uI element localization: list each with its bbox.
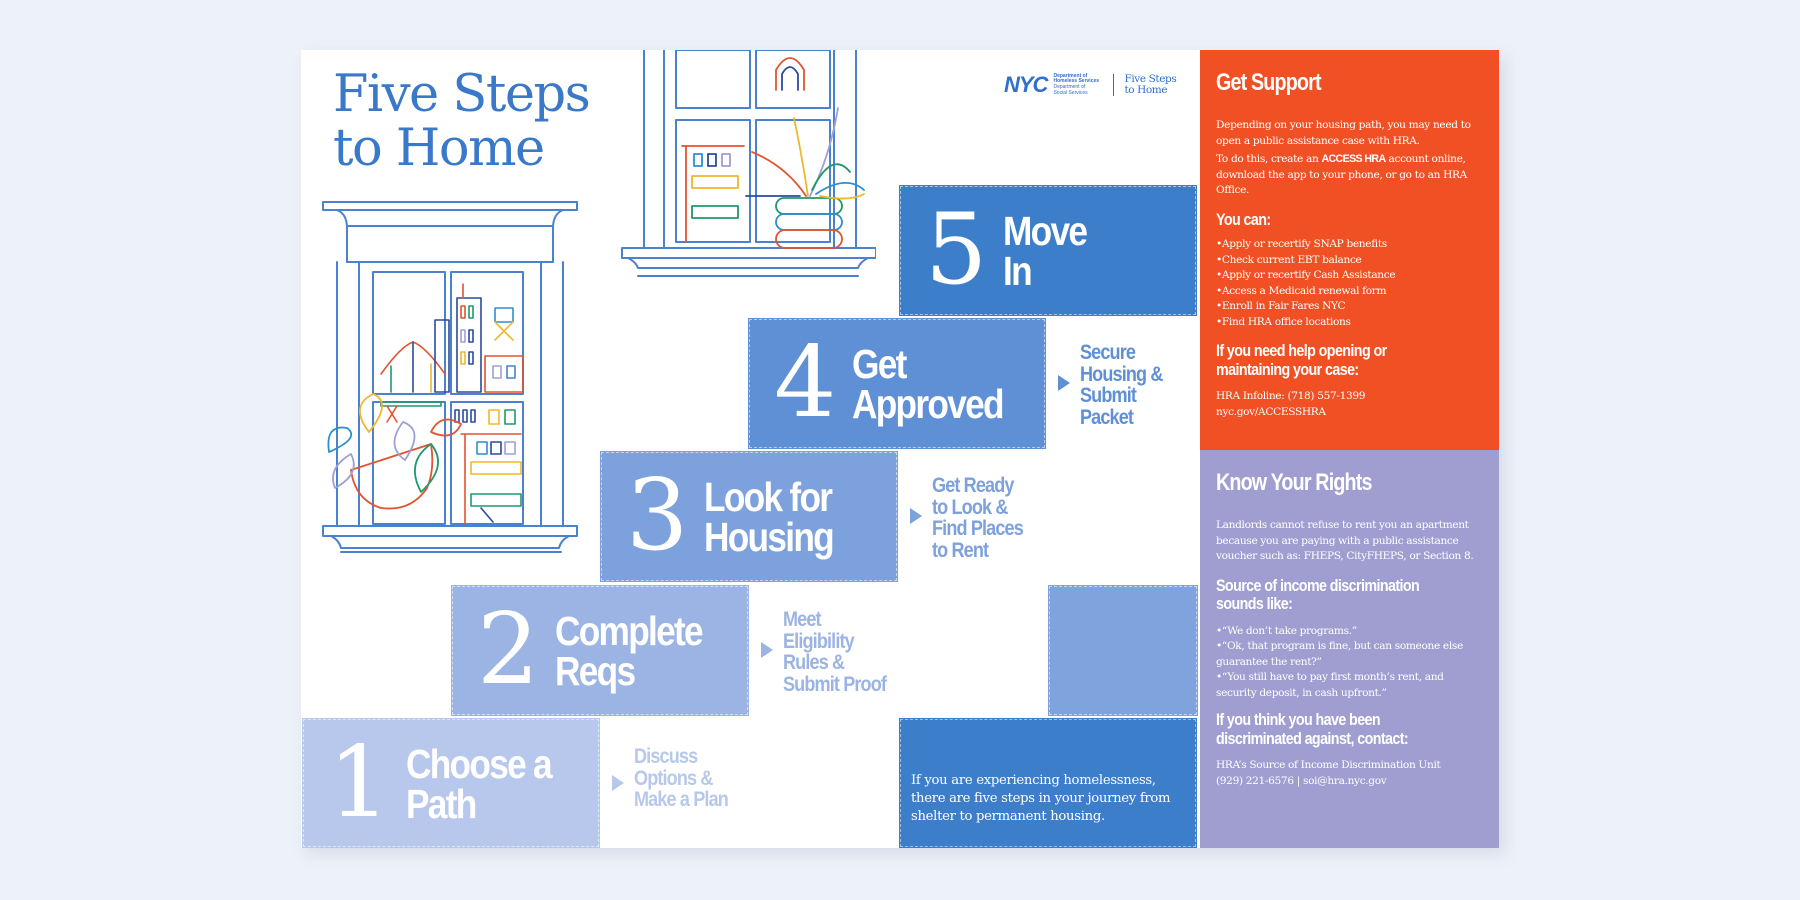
get-support-heading: Get Support: [1216, 69, 1321, 96]
step-2-number: 2: [477, 593, 536, 707]
logo-divider: [1113, 74, 1114, 96]
step-3-title: Look for Housing: [704, 474, 833, 560]
discrimination-quotes: [1216, 624, 1483, 702]
quote-item: • “Ok, that program is fine, but can someone else guarantee the rent?”: [1216, 639, 1483, 670]
decorative-color-block: [1048, 585, 1198, 716]
step-1-block: [302, 718, 600, 848]
know-your-rights-heading: Know Your Rights: [1216, 469, 1372, 496]
list-item: • Apply or recertify SNAP benefits: [1216, 237, 1483, 253]
get-support-panel: [1200, 50, 1499, 450]
step-2-description: Meet Eligibility Rules & Submit Proof: [749, 585, 899, 716]
soi-phone[interactable]: (929) 221-6576: [1216, 774, 1294, 787]
you-can-heading: You can:: [1216, 209, 1271, 229]
quote-item: • “We don’t take programs.”: [1216, 624, 1483, 640]
step-1-number: 1: [328, 726, 387, 840]
step-1-title: Choose a Path: [406, 741, 551, 827]
title-line-1: Five Steps: [333, 65, 590, 124]
step-3-number: 3: [626, 459, 685, 573]
play-arrow-icon: [761, 642, 773, 658]
list-item: • Enroll in Fair Fares NYC: [1216, 299, 1483, 315]
step-4-description: Secure Housing & Submit Packet: [1046, 318, 1196, 449]
nyc-dhs-logo: [1004, 72, 1176, 98]
page-title: [333, 65, 590, 178]
logo-department-text: Department of Homeless Services Department of Social Services: [1053, 72, 1100, 96]
know-your-rights-panel: [1200, 450, 1499, 848]
step-4-number: 4: [774, 326, 833, 440]
play-arrow-icon: [1058, 375, 1070, 391]
quote-item: • “You still have to pay first month’s rent, and security deposit, in cash upfront.”: [1216, 670, 1483, 701]
step-1-description: Discuss Options & Make a Plan: [600, 718, 750, 849]
step-3-description: Get Ready to Look & Find Places to Rent: [898, 451, 1048, 582]
step-5-number: 5: [925, 193, 984, 307]
play-arrow-icon: [612, 775, 624, 791]
list-item: • Find HRA office locations: [1216, 315, 1483, 331]
step-4-block: [748, 318, 1046, 449]
step-5-title: Move In: [1003, 208, 1087, 294]
get-support-para-1: Depending on your housing path, you may need to open a public assistance case with HRA.: [1216, 119, 1471, 147]
contact-heading: If you think you have been discriminated against, contact:: [1216, 710, 1409, 748]
rights-paragraph: Landlords cannot refuse to rent you an apartment because you are paying with a public assistance voucher such as: FHEPS, CityFHEPS, or Section 8.: [1216, 519, 1474, 562]
window-with-city-view-illustration: [321, 196, 581, 558]
help-heading: If you need help opening or maintaining your case:: [1216, 341, 1387, 379]
logo-program-name: Five Steps to Home: [1124, 73, 1177, 96]
soi-unit-name: HRA’s Source of Income Discrimination Unit: [1216, 759, 1441, 771]
step-4-title: Get Approved: [852, 341, 1003, 427]
hra-infoline: HRA Infoline: (718) 557-1399: [1216, 390, 1366, 402]
list-item: • Access a Medicaid renewal form: [1216, 284, 1483, 300]
discrimination-heading: Source of income discrimination sounds like:: [1216, 575, 1420, 613]
intro-text: If you are experiencing homelessness, there are five steps in your journey from shelter to permanent housing.: [911, 773, 1171, 824]
you-can-list: [1216, 237, 1483, 330]
list-item: • Check current EBT balance: [1216, 253, 1483, 269]
poster: [301, 50, 1499, 848]
list-item: • Apply or recertify Cash Assistance: [1216, 268, 1483, 284]
access-hra-link[interactable]: nyc.gov/ACCESSHRA: [1216, 405, 1326, 418]
nyc-logo-icon: NYC: [1004, 72, 1048, 97]
soi-contact: [1216, 774, 1483, 790]
window-with-plant-illustration: [620, 50, 876, 280]
soi-email-link[interactable]: soi@hra.nyc.gov: [1303, 774, 1387, 787]
play-arrow-icon: [910, 508, 922, 524]
step-5-block: [899, 185, 1197, 316]
step-2-block: [451, 585, 749, 716]
get-support-para-2: To do this, create an ACCESS HRA account online, download the app to your phone, or go to an HRA Office.: [1216, 153, 1467, 196]
step-2-title: Complete Reqs: [555, 608, 702, 694]
contact-separator: |: [1296, 774, 1300, 787]
title-line-2: to Home: [333, 119, 544, 178]
step-3-block: [600, 451, 898, 582]
intro-box: [899, 718, 1197, 848]
